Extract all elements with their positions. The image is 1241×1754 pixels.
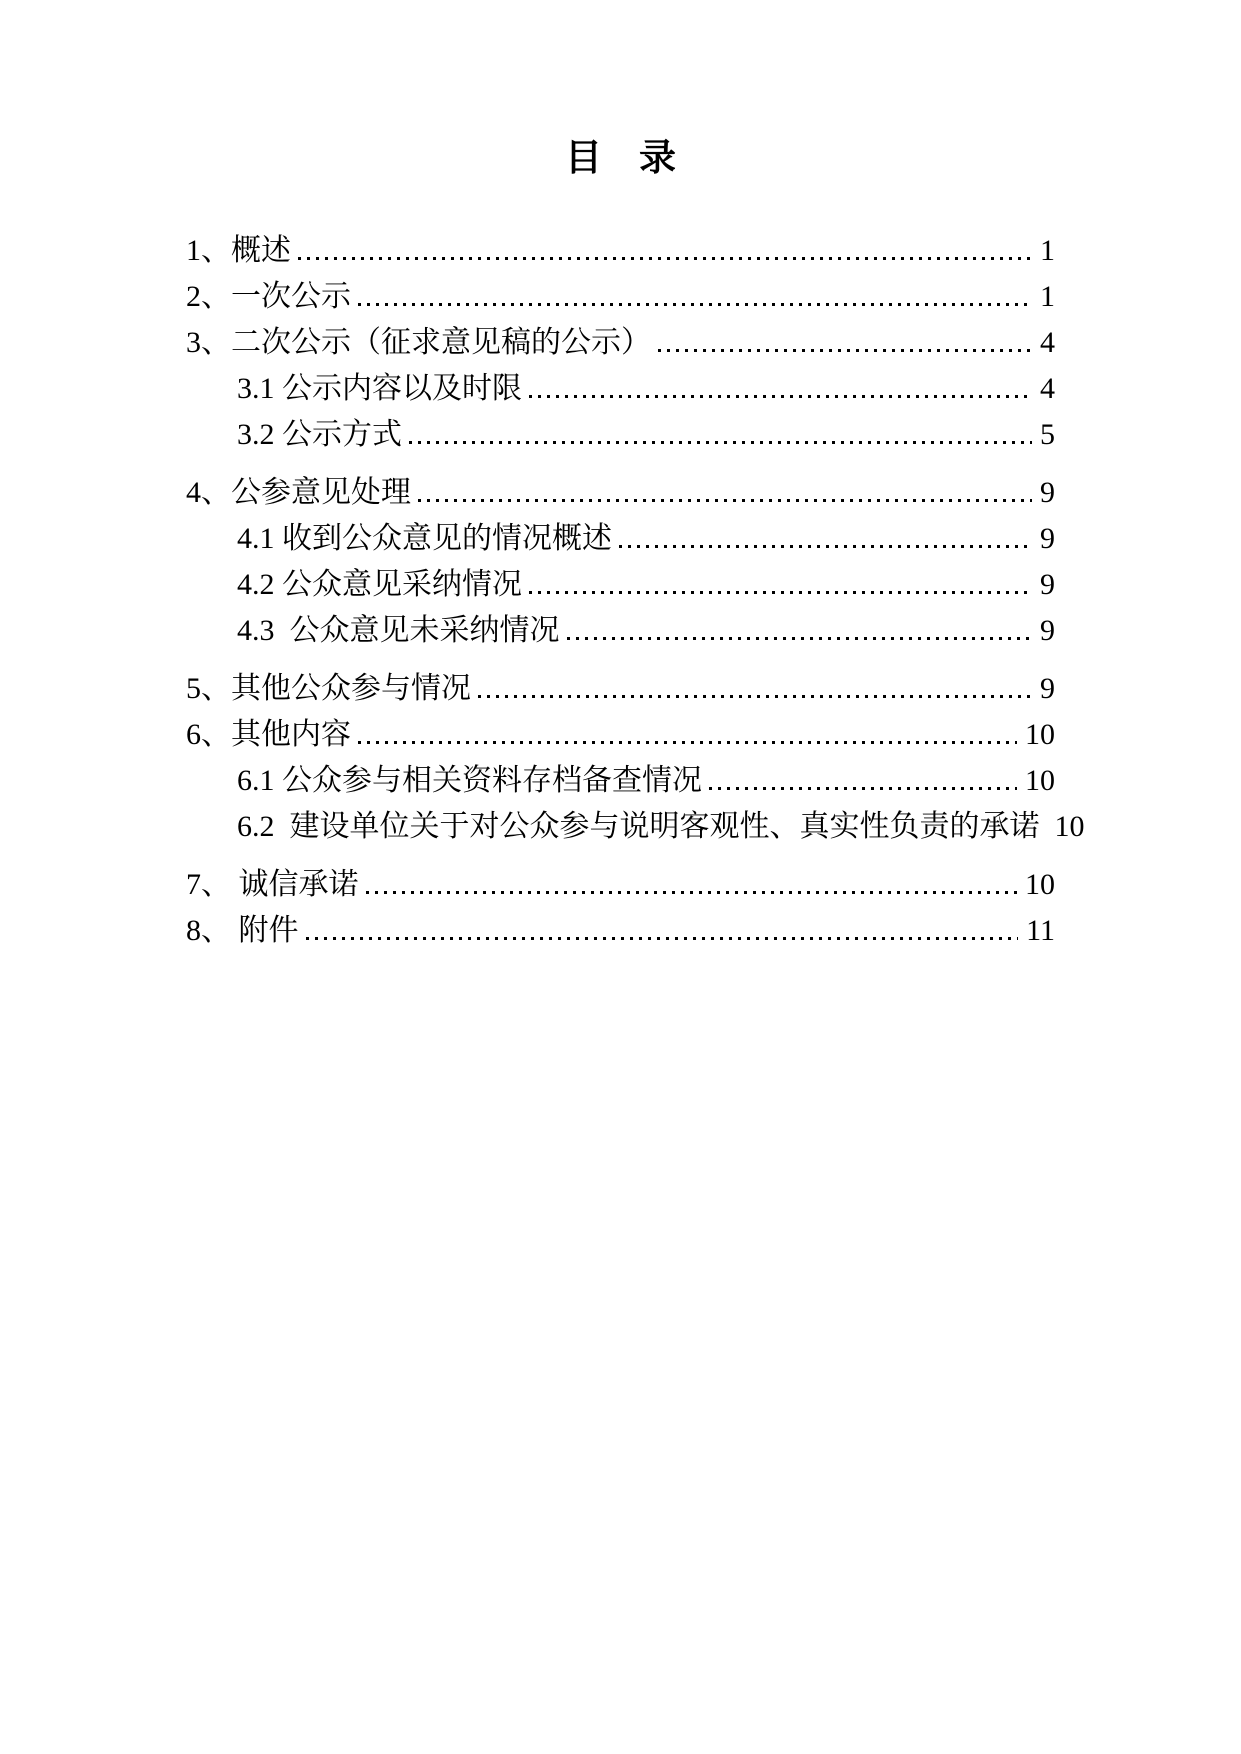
toc-leader-dots	[358, 303, 1032, 306]
page-title: 目 录	[565, 138, 676, 179]
toc-entry	[186, 666, 1055, 712]
toc-entry-page: 4	[1040, 326, 1055, 360]
toc-leader-dots	[658, 349, 1032, 352]
toc-entry-page: 9	[1040, 522, 1055, 556]
toc-entry-text: 2、一次公示	[186, 280, 351, 314]
toc-entry-page: 1	[1040, 234, 1055, 268]
toc-entry	[186, 412, 1055, 458]
toc-entry-page: 10	[1054, 810, 1085, 844]
toc-entry	[186, 320, 1055, 366]
toc-leader-dots	[478, 695, 1032, 698]
toc-entry-text: 6.2 建设单位关于对公众参与说明客观性、真实性负责的承诺	[237, 810, 1040, 844]
toc-entry	[186, 908, 1055, 954]
toc-entry-text: 6.1 公众参与相关资料存档备查情况	[237, 764, 702, 798]
toc-entry-text: 4、公参意见处理	[186, 476, 411, 510]
toc-entry	[186, 366, 1055, 412]
toc-entry-page: 5	[1040, 418, 1055, 452]
toc-leader-dots	[529, 395, 1032, 398]
toc-entry-text: 4.2 公众意见采纳情况	[237, 568, 522, 602]
toc-entry-text: 6、其他内容	[186, 718, 351, 752]
toc-entry-page: 9	[1040, 672, 1055, 706]
toc-entry-page: 9	[1040, 614, 1055, 648]
toc-entry-page: 9	[1040, 476, 1055, 510]
toc-leader-dots	[298, 257, 1032, 260]
toc-entry-page: 1	[1040, 280, 1055, 314]
toc-leader-dots	[358, 741, 1017, 744]
toc-entry-text: 3、二次公示（征求意见稿的公示）	[186, 326, 651, 360]
toc-entry-page: 10	[1025, 868, 1055, 902]
toc-leader-dots	[709, 787, 1017, 790]
toc-entry-text: 3.2 公示方式	[237, 418, 402, 452]
toc-entry-text: 4.1 收到公众意见的情况概述	[237, 522, 612, 556]
toc-leader-dots	[306, 937, 1019, 940]
toc-entry-text: 4.3 公众意见未采纳情况	[237, 614, 560, 648]
toc-entry	[186, 608, 1055, 654]
toc-entry-page: 11	[1026, 914, 1055, 948]
toc-leader-dots	[619, 545, 1032, 548]
toc-entry	[186, 712, 1055, 758]
toc-entry-text: 3.1 公示内容以及时限	[237, 372, 522, 406]
toc-leader-dots	[366, 891, 1018, 894]
toc-leader-dots	[409, 441, 1032, 444]
toc-entry-text: 8、 附件	[186, 914, 299, 948]
toc-entry	[186, 862, 1055, 908]
toc-entry	[186, 804, 1085, 850]
toc-entry-page: 10	[1025, 764, 1055, 798]
toc-entry	[186, 758, 1055, 804]
toc-entry-text: 5、其他公众参与情况	[186, 672, 471, 706]
toc-leader-dots	[529, 591, 1032, 594]
toc-leader-dots	[567, 637, 1033, 640]
toc-entry-page: 4	[1040, 372, 1055, 406]
toc-entry	[186, 562, 1055, 608]
toc-leader-dots	[418, 499, 1032, 502]
toc-entry-page: 10	[1025, 718, 1055, 752]
toc-entry-page: 9	[1040, 568, 1055, 602]
toc-entry	[186, 470, 1055, 516]
toc-entry-text: 1、概述	[186, 234, 291, 268]
toc-list	[186, 228, 1085, 954]
toc-entry	[186, 228, 1055, 274]
toc-entry	[186, 516, 1055, 562]
toc-entry-text: 7、 诚信承诺	[186, 868, 359, 902]
toc-entry	[186, 274, 1055, 320]
